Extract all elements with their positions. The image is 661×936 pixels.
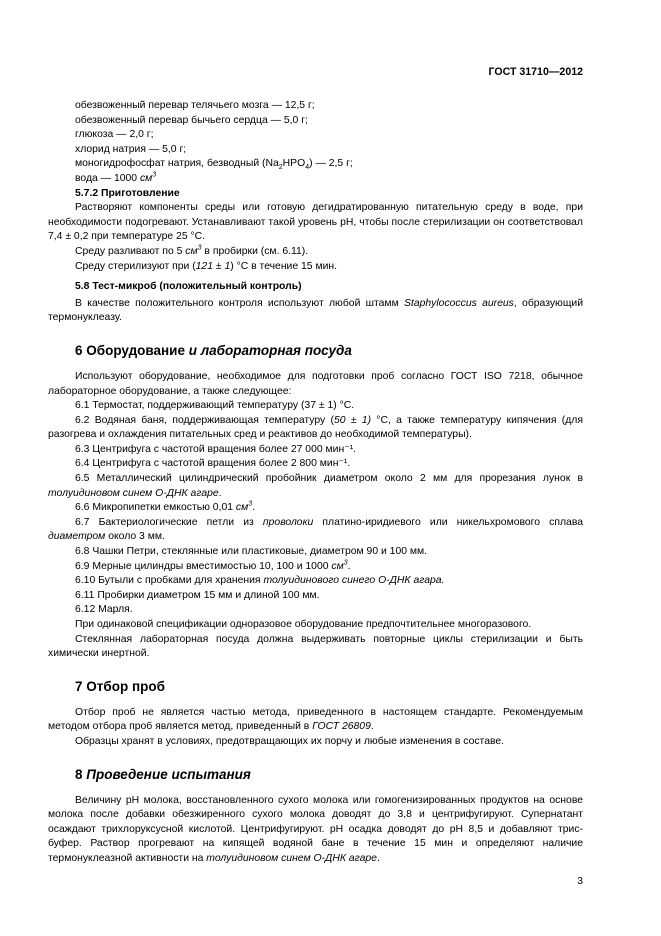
superscript: 3 — [248, 500, 253, 508]
text: 6.7 Бактериологические петли из — [75, 516, 263, 528]
text: , образующий термонуклеазу. — [48, 297, 583, 324]
text: платино-иридиевого или никельхромового сплава — [313, 516, 584, 528]
ingredient-line: обезвоженный перевар телячьего мозга — 12,5 г; — [75, 100, 315, 111]
list-item — [48, 560, 583, 575]
unit-text: см — [185, 245, 198, 257]
section-title-7: 7 Отбор проб — [75, 678, 165, 694]
subsection-title-5-8: 5.8 Тест-микроб (положительный контроль) — [75, 281, 302, 293]
heading-text: 6 Оборудование — [75, 342, 189, 358]
text: ) °С в течение 15 мин. — [230, 260, 338, 272]
ingredient-text: ) — 2,5 г; — [309, 158, 353, 170]
list-item — [48, 574, 583, 589]
text: Среду стерилизуют при ( — [75, 260, 196, 272]
subsection-title-5-7-2: 5.7.2 Приготовление — [75, 187, 180, 199]
list-item — [48, 516, 583, 545]
text: в пробирки (см. 6.11). — [201, 245, 309, 257]
ingredient-text: моногидрофосфат натрия, безводный (Na — [75, 158, 279, 170]
list-item — [48, 472, 583, 501]
subscript: 4 — [305, 164, 310, 172]
list-item: 6.4 Центрифуга с частотой вращения более 2 800 мин⁻¹. — [75, 458, 351, 470]
paragraph — [48, 297, 583, 326]
text: 6.5 Металлический цилиндрический пробойник диаметром около 2 мм для прорезания лунок в — [75, 473, 583, 485]
paragraph: Образцы хранят в условиях, предотвращающих их порчу и любые изменения в составе. — [75, 735, 505, 747]
superscript: 3 — [152, 171, 157, 179]
text: . — [376, 852, 380, 864]
italic-text: Staphylococcus aureus — [404, 297, 514, 309]
text: °С, а также температуру кипячения (для разогрева и охлаждения питательных сред и реактивов до необходимой температуры). — [48, 414, 583, 441]
text: . — [252, 502, 256, 514]
list-item: 6.1 Термостат, поддерживающий температуру (37 ± 1) °С. — [75, 400, 355, 412]
heading-text: 8 — [75, 766, 87, 782]
list-item: 6.12 Марля. — [75, 604, 133, 616]
italic-text: ГОСТ 26809 — [312, 721, 371, 733]
list-item: 6.11 Пробирки диаметром 15 мм и длиной 100 мм. — [75, 589, 320, 601]
document-code-header: ГОСТ 31710—2012 — [488, 66, 583, 78]
unit-text: см — [331, 560, 344, 572]
list-item: 6.3 Центрифуга с частотой вращения более 27 000 мин⁻¹. — [75, 443, 357, 455]
ingredient-line: обезвоженный перевар бычьего сердца — 5,0 г; — [75, 114, 308, 126]
text: Отбор проб не является частью метода, приведенного в настоящем стандарте. Рекомендуемым методом отбора проб является метод, приведенный в — [48, 706, 583, 733]
heading-italic-text: Проведение испытания — [86, 766, 251, 782]
document-body — [48, 99, 583, 867]
paragraph — [48, 794, 583, 867]
italic-text: толуидиновом синем О-ДНК агаре — [206, 852, 377, 864]
unit-text: см — [235, 502, 249, 514]
paragraph: Используют оборудование, необходимое для подготовки проб согласно ГОСТ ISO 7218, обычное лабораторное оборудование, а также следующее: — [48, 370, 583, 397]
text: 6.9 Мерные цилиндры вместимостью 10, 100 и 1000 — [75, 560, 332, 572]
text: Среду разливают по 5 — [75, 245, 186, 257]
italic-text: 50 ± 1) — [333, 414, 372, 426]
list-item — [48, 414, 583, 443]
page-number: 3 — [577, 876, 583, 887]
heading-italic-text: и лабораторная посуда — [188, 342, 352, 358]
section-title-6 — [48, 342, 583, 360]
text: . — [218, 487, 222, 499]
paragraph: При одинаковой спецификации одноразовое оборудование предпочтительнее многоразового. — [75, 619, 532, 630]
italic-text: 121 ± 1 — [195, 260, 231, 272]
paragraph — [48, 706, 583, 735]
text: 6.2 Водяная баня, поддерживающая температуру ( — [75, 414, 334, 426]
italic-text: толуидиновом синем О-ДНК агаре — [48, 487, 219, 499]
italic-text: диаметром — [48, 531, 106, 543]
paragraph: Стеклянная лабораторная посуда должна выдерживать повторные циклы стерилизации и быть химически инертной. — [48, 633, 583, 660]
ingredient-line — [48, 157, 583, 172]
text: 6.10 Бутыли с пробками для хранения — [75, 575, 264, 587]
ingredient-line: глюкоза — 2,0 г; — [75, 129, 154, 141]
list-item: 6.8 Чашки Петри, стеклянные или пластиковые, диаметром 90 и 100 мм. — [75, 546, 428, 558]
text: . — [347, 560, 351, 572]
text: 6.6 Микропипетки емкостью 0,01 — [75, 502, 236, 514]
text: . — [370, 721, 374, 733]
text: около 3 мм. — [105, 531, 165, 543]
unit-text: см — [139, 172, 153, 184]
text: Величину pH молока, восстановленного сухого молока или гомогенизированных продуктов на основе молока после добавки обезжиренного сухого молока доводят до 3,8 и центрифугируют. Супернатант осаждают трихлоруксусной кислотой. Центрифугируют. pH осадка доводят до pH 8,5 и добавляют трис-буфер. Раствор прогревают на кипящей водяной бане в течение 15 мин и определяют наличие термонуклеазной активности на — [48, 794, 583, 864]
superscript: 3 — [343, 559, 348, 567]
subscript: 2 — [278, 164, 283, 172]
ingredient-line: хлорид натрия — 5,0 г; — [75, 143, 187, 155]
paragraph — [48, 245, 583, 260]
section-title-8 — [48, 766, 583, 784]
paragraph — [48, 260, 583, 275]
list-item — [48, 501, 583, 516]
ingredient-text: вода — 1000 — [75, 172, 140, 184]
paragraph: Растворяют компоненты среды или готовую дегидратированную питательную среду в воде, при необходимости подогревают. Устанавливают такой уровень pH, чтобы после стерилизации он соответствовал 7,4 ± 0,2 при температуре 25 °С. — [48, 202, 583, 243]
superscript: 3 — [197, 244, 202, 252]
ingredient-text: HPO — [282, 158, 306, 170]
ingredient-line — [48, 172, 583, 187]
italic-text: толуидинового синего О-ДНК агара. — [263, 575, 445, 587]
text: В качестве положительного контроля используют любой штамм — [75, 297, 405, 309]
italic-text: проволоки — [262, 516, 314, 528]
